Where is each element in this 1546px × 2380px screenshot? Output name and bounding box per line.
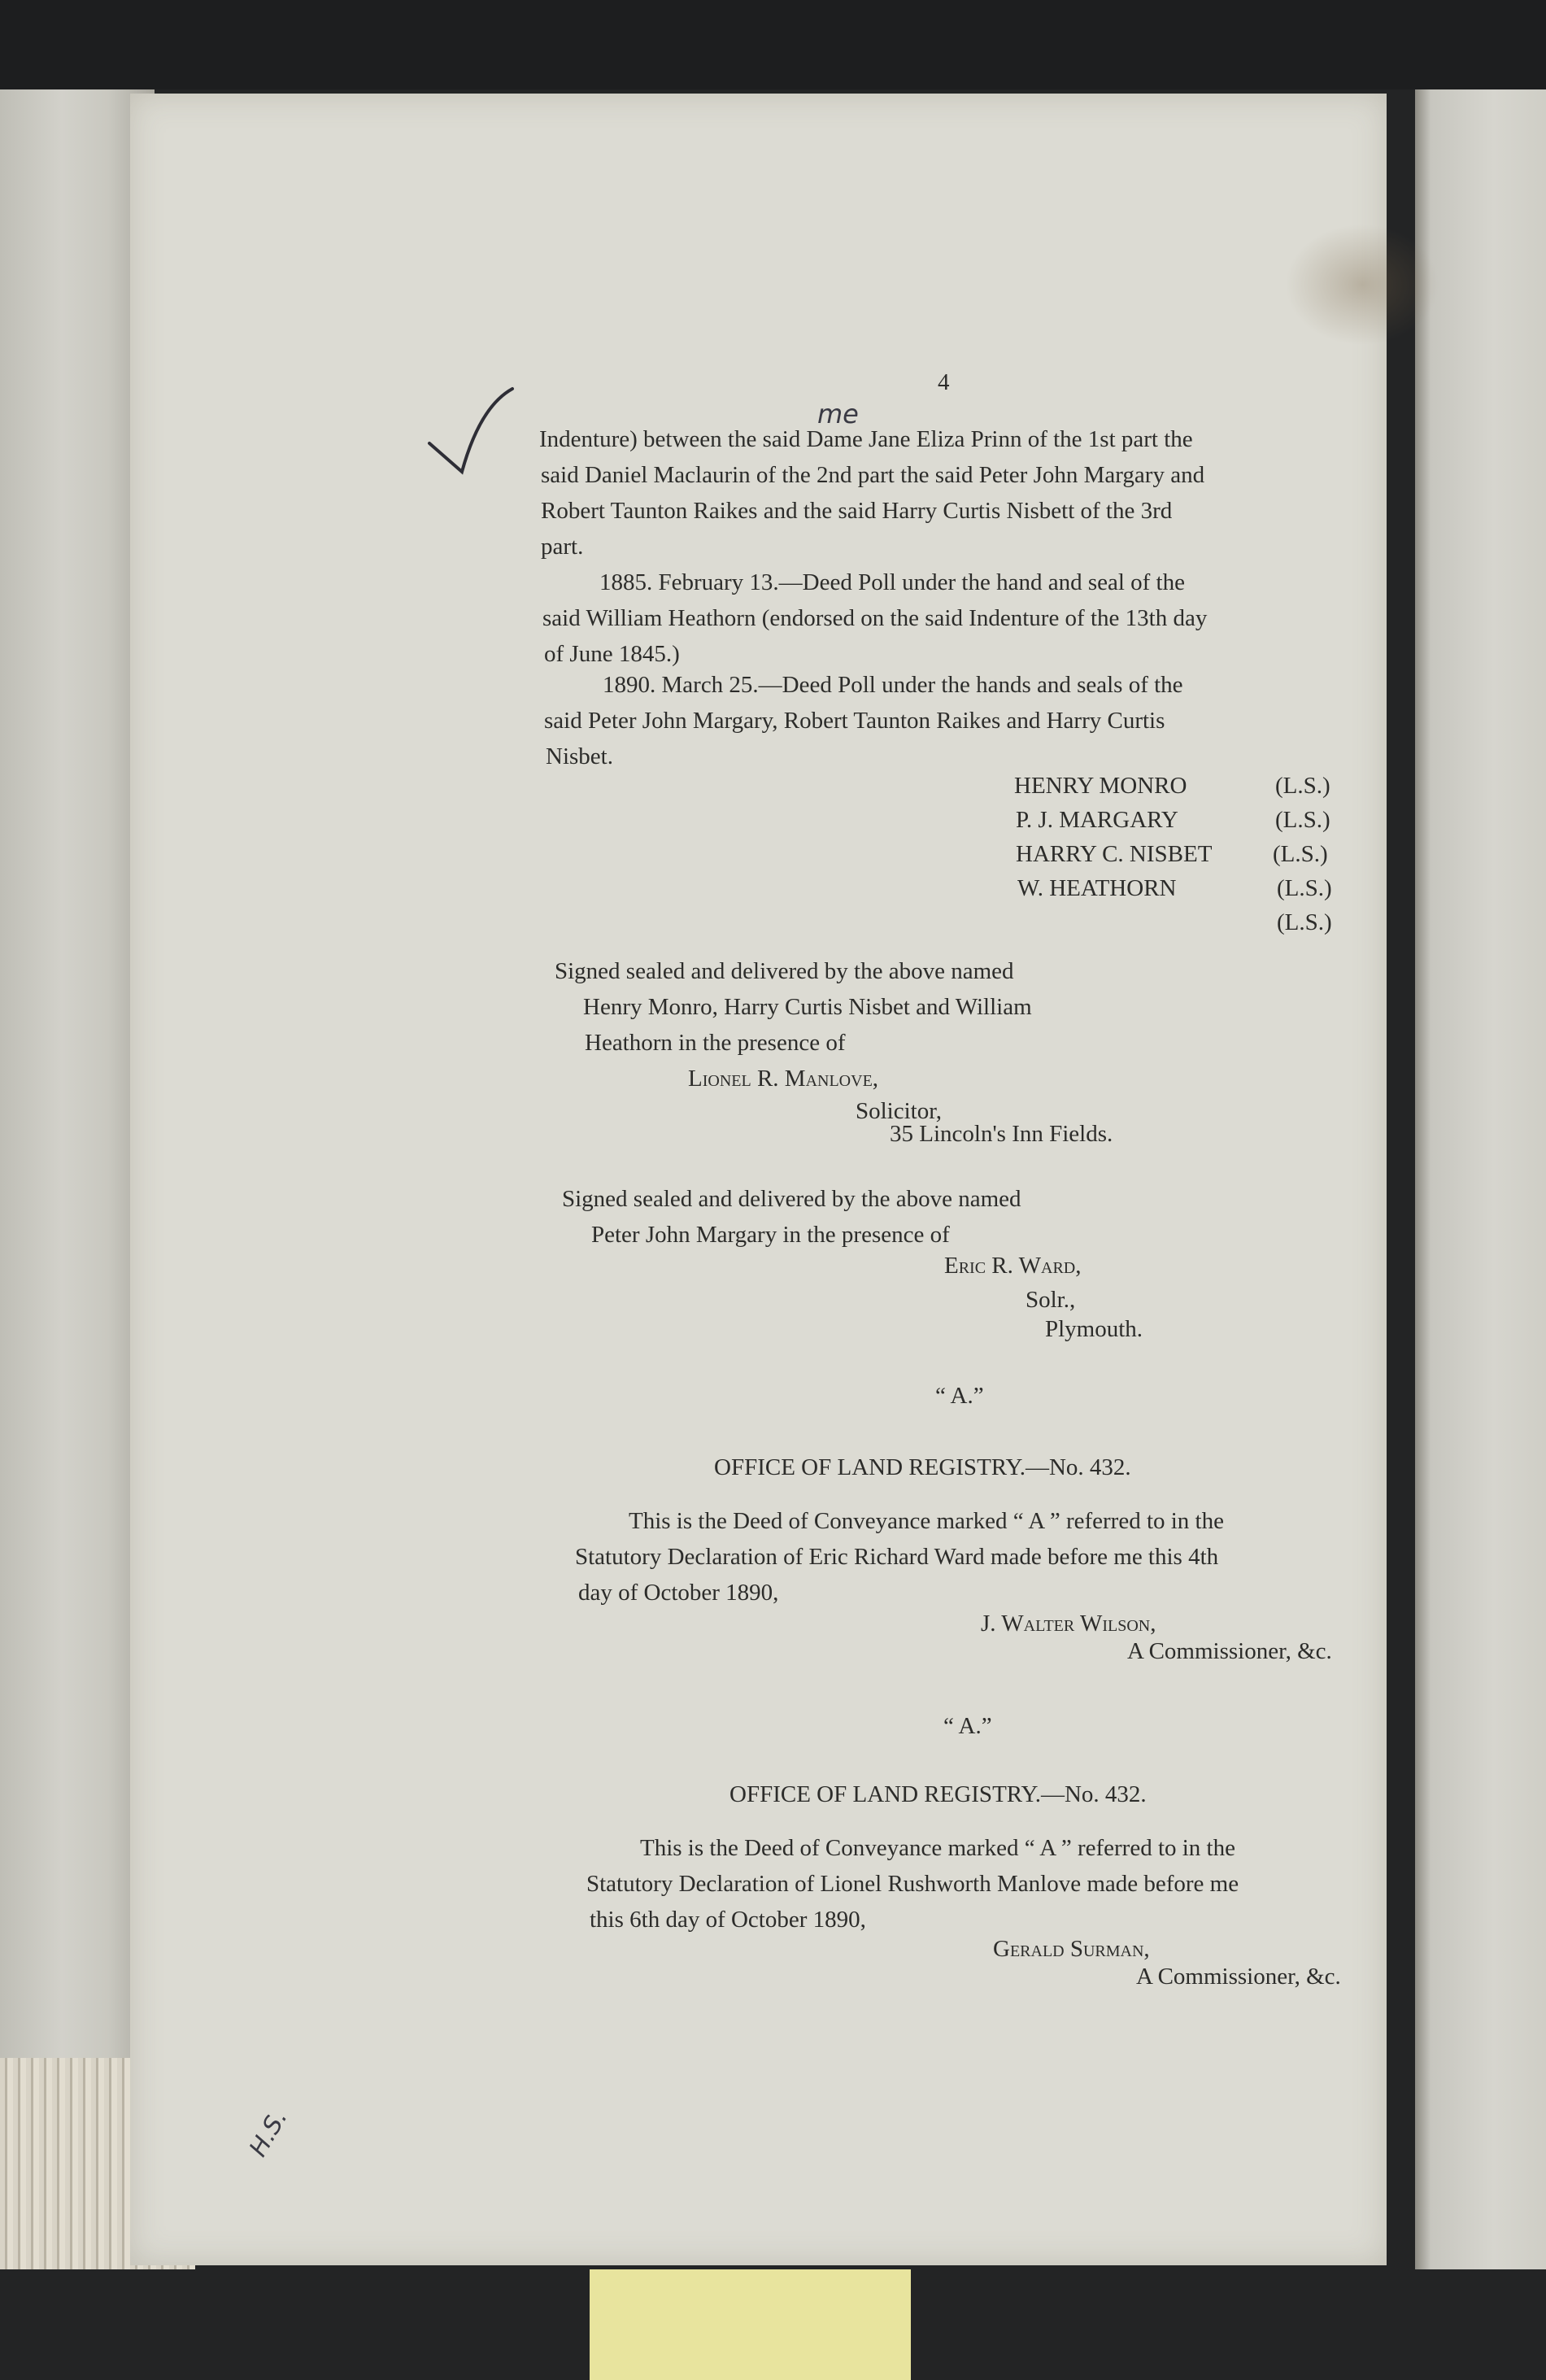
- witness-name: Eric R. Ward,: [944, 1253, 1082, 1279]
- commissioner-role: A Commissioner, &c.: [1136, 1964, 1341, 1990]
- text-line: This is the Deed of Conveyance marked “ A ” referred to in the: [640, 1835, 1235, 1861]
- text-line: this 6th day of October 1890,: [590, 1907, 866, 1933]
- commissioner-role: A Commissioner, &c.: [1127, 1638, 1332, 1664]
- signatory-name: HENRY MONRO: [1014, 773, 1187, 799]
- archive-label-tab: [590, 2269, 911, 2380]
- witness-address: 35 Lincoln's Inn Fields.: [890, 1121, 1113, 1147]
- text-line: Indenture) between the said Dame Jane Eliza Prinn of the 1st part the: [539, 426, 1193, 452]
- commissioner-name: J. Walter Wilson,: [981, 1611, 1156, 1637]
- document-page: [130, 94, 1387, 2265]
- signatory-name: HARRY C. NISBET: [1016, 841, 1213, 867]
- seal-mark: (L.S.): [1275, 807, 1330, 833]
- text-line: Henry Monro, Harry Curtis Nisbet and William: [583, 994, 1032, 1020]
- text-line: Nisbet.: [546, 743, 613, 769]
- text-line: said Daniel Maclaurin of the 2nd part the said Peter John Margary and: [541, 462, 1205, 488]
- text-line: part.: [541, 534, 584, 560]
- text-line: Signed sealed and delivered by the above named: [555, 958, 1014, 984]
- text-line: said Peter John Margary, Robert Taunton Raikes and Harry Curtis: [544, 708, 1165, 734]
- commissioner-name: Gerald Surman,: [993, 1936, 1150, 1962]
- text-line: This is the Deed of Conveyance marked “ A ” referred to in the: [629, 1508, 1224, 1534]
- section-heading: OFFICE OF LAND REGISTRY.—No. 432.: [729, 1781, 1147, 1807]
- exhibit-mark: “ A.”: [935, 1383, 984, 1409]
- text-line: Heathorn in the presence of: [585, 1030, 846, 1056]
- checkmark-icon: [423, 374, 520, 480]
- page-stain: [1285, 224, 1439, 346]
- section-heading: OFFICE OF LAND REGISTRY.—No. 432.: [714, 1454, 1131, 1480]
- witness-address: Plymouth.: [1045, 1316, 1143, 1342]
- text-line: Peter John Margary in the presence of: [591, 1222, 950, 1248]
- signatory-name: W. HEATHORN: [1017, 875, 1177, 901]
- text-line: Statutory Declaration of Eric Richard Ward made before me this 4th: [575, 1544, 1219, 1570]
- text-line: said William Heathorn (endorsed on the said Indenture of the 13th day: [542, 605, 1208, 631]
- seal-mark: (L.S.): [1273, 841, 1328, 867]
- binding-edge: [0, 0, 1546, 89]
- text-line: day of October 1890,: [578, 1580, 779, 1606]
- text-line: Robert Taunton Raikes and the said Harry Curtis Nisbett of the 3rd: [541, 498, 1173, 524]
- witness-name: Lionel R. Manlove,: [688, 1066, 879, 1092]
- handwritten-insert: me: [817, 399, 859, 429]
- text-line: Signed sealed and delivered by the above named: [562, 1186, 1021, 1212]
- text-line: 1885. February 13.—Deed Poll under the hand and seal of the: [599, 569, 1185, 595]
- exhibit-mark: “ A.”: [943, 1713, 992, 1739]
- text-line: of June 1845.): [544, 641, 680, 667]
- witness-title: Solr.,: [1026, 1287, 1076, 1313]
- witness-title: Solicitor,: [856, 1098, 942, 1124]
- signatory-name: P. J. MARGARY: [1016, 807, 1178, 833]
- seal-mark: (L.S.): [1277, 909, 1332, 935]
- page-number: 4: [938, 369, 950, 395]
- text-line: 1890. March 25.—Deed Poll under the hands and seals of the: [603, 672, 1183, 698]
- facing-page: [1415, 89, 1546, 2269]
- margin-initials: H.S.: [244, 2104, 294, 2162]
- seal-mark: (L.S.): [1275, 773, 1330, 799]
- seal-mark: (L.S.): [1277, 875, 1332, 901]
- text-line: Statutory Declaration of Lionel Rushworth Manlove made before me: [586, 1871, 1239, 1897]
